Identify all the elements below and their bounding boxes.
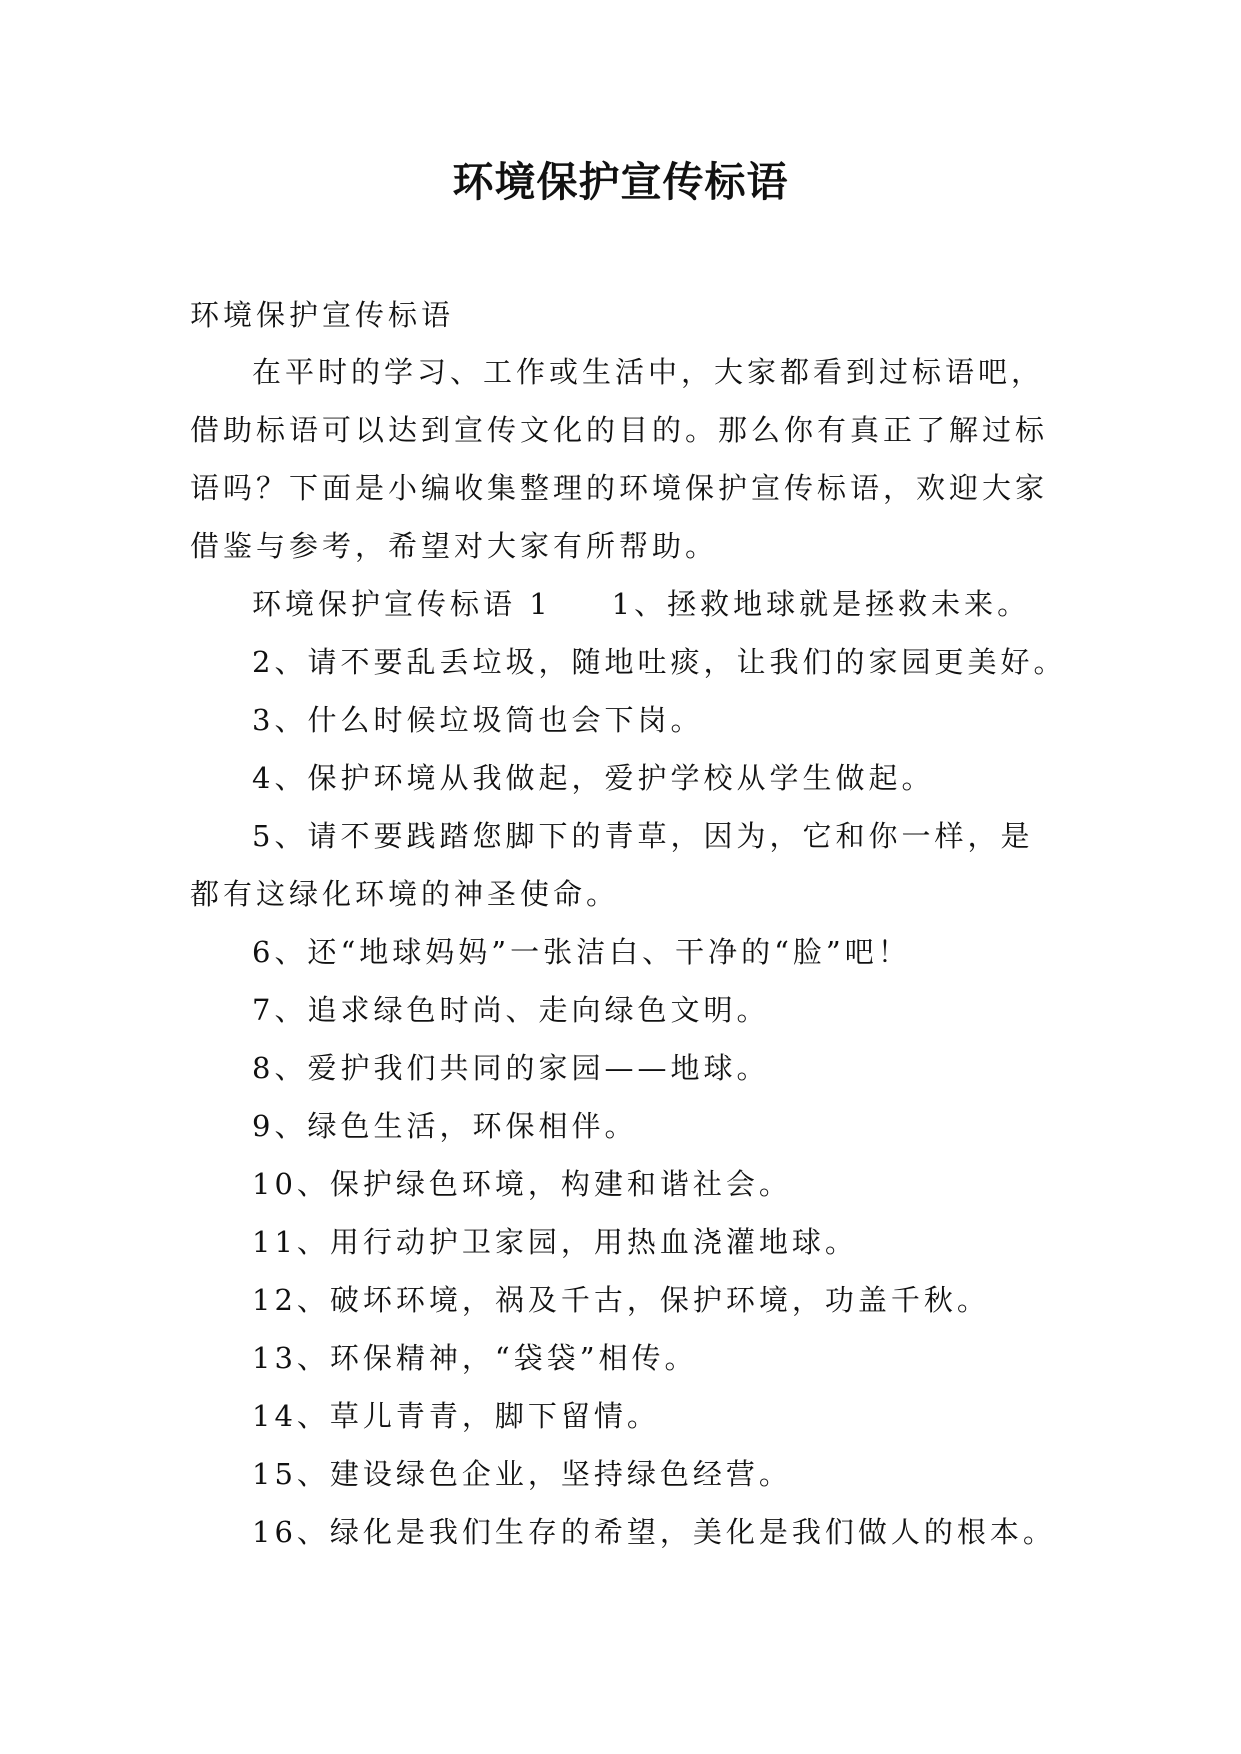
- document-title: 环境保护宣传标语: [452, 158, 789, 206]
- document-subtitle: 环境保护宣传标语: [190, 298, 455, 332]
- slogan-item: 14、草儿青青，脚下留情。: [252, 1399, 660, 1433]
- slogan-item: 5、请不要践踏您脚下的青草，因为，它和你一样，是: [252, 819, 1034, 853]
- intro-line: 借鉴与参考，希望对大家有所帮助。: [190, 529, 719, 563]
- slogan-item: 7、追求绿色时尚、走向绿色文明。: [252, 993, 770, 1027]
- slogan-item: 16、绿化是我们生存的希望，美化是我们做人的根本。: [252, 1515, 1056, 1549]
- section-heading-line: [190, 575, 1090, 633]
- slogan-item: 4、保护环境从我做起，爱护学校从学生做起。: [252, 761, 935, 795]
- slogan-item: 8、爱护我们共同的家园——地球。: [252, 1051, 770, 1085]
- slogan-item: 10、保护绿色环境，构建和谐社会。: [252, 1167, 792, 1201]
- slogan-item: 9、绿色生活，环保相伴。: [252, 1109, 638, 1143]
- intro-line: 语吗？下面是小编收集整理的环境保护宣传标语，欢迎大家: [190, 471, 1049, 505]
- slogan-item: 15、建设绿色企业，坚持绿色经营。: [252, 1457, 792, 1491]
- intro-paragraph: [190, 343, 1070, 575]
- slogan-item: 12、破坏环境，祸及千古，保护环境，功盖千秋。: [252, 1283, 990, 1317]
- slogan-item: 11、用行动护卫家园，用热血浇灌地球。: [252, 1225, 858, 1259]
- slogan-item: 6、还“地球妈妈”一张洁白、干净的“脸”吧！: [252, 935, 911, 969]
- slogan-item: 13、环保精神，“袋袋”相传。: [252, 1341, 698, 1375]
- intro-line: 借助标语可以达到宣传文化的目的。那么你有真正了解过标: [190, 413, 1049, 447]
- slogan-list: [190, 575, 1090, 1561]
- slogan-item: 1、拯救地球就是拯救未来。: [611, 587, 1031, 621]
- slogan-item: 2、请不要乱丢垃圾，随地吐痰，让我们的家园更美好。: [252, 645, 1067, 679]
- intro-line: 在平时的学习、工作或生活中，大家都看到过标语吧，: [252, 355, 1045, 389]
- section-heading: 环境保护宣传标语 1: [252, 587, 552, 621]
- slogan-item: 3、什么时候垃圾筒也会下岗。: [252, 703, 704, 737]
- slogan-item-continuation: 都有这绿化环境的神圣使命。: [190, 877, 620, 911]
